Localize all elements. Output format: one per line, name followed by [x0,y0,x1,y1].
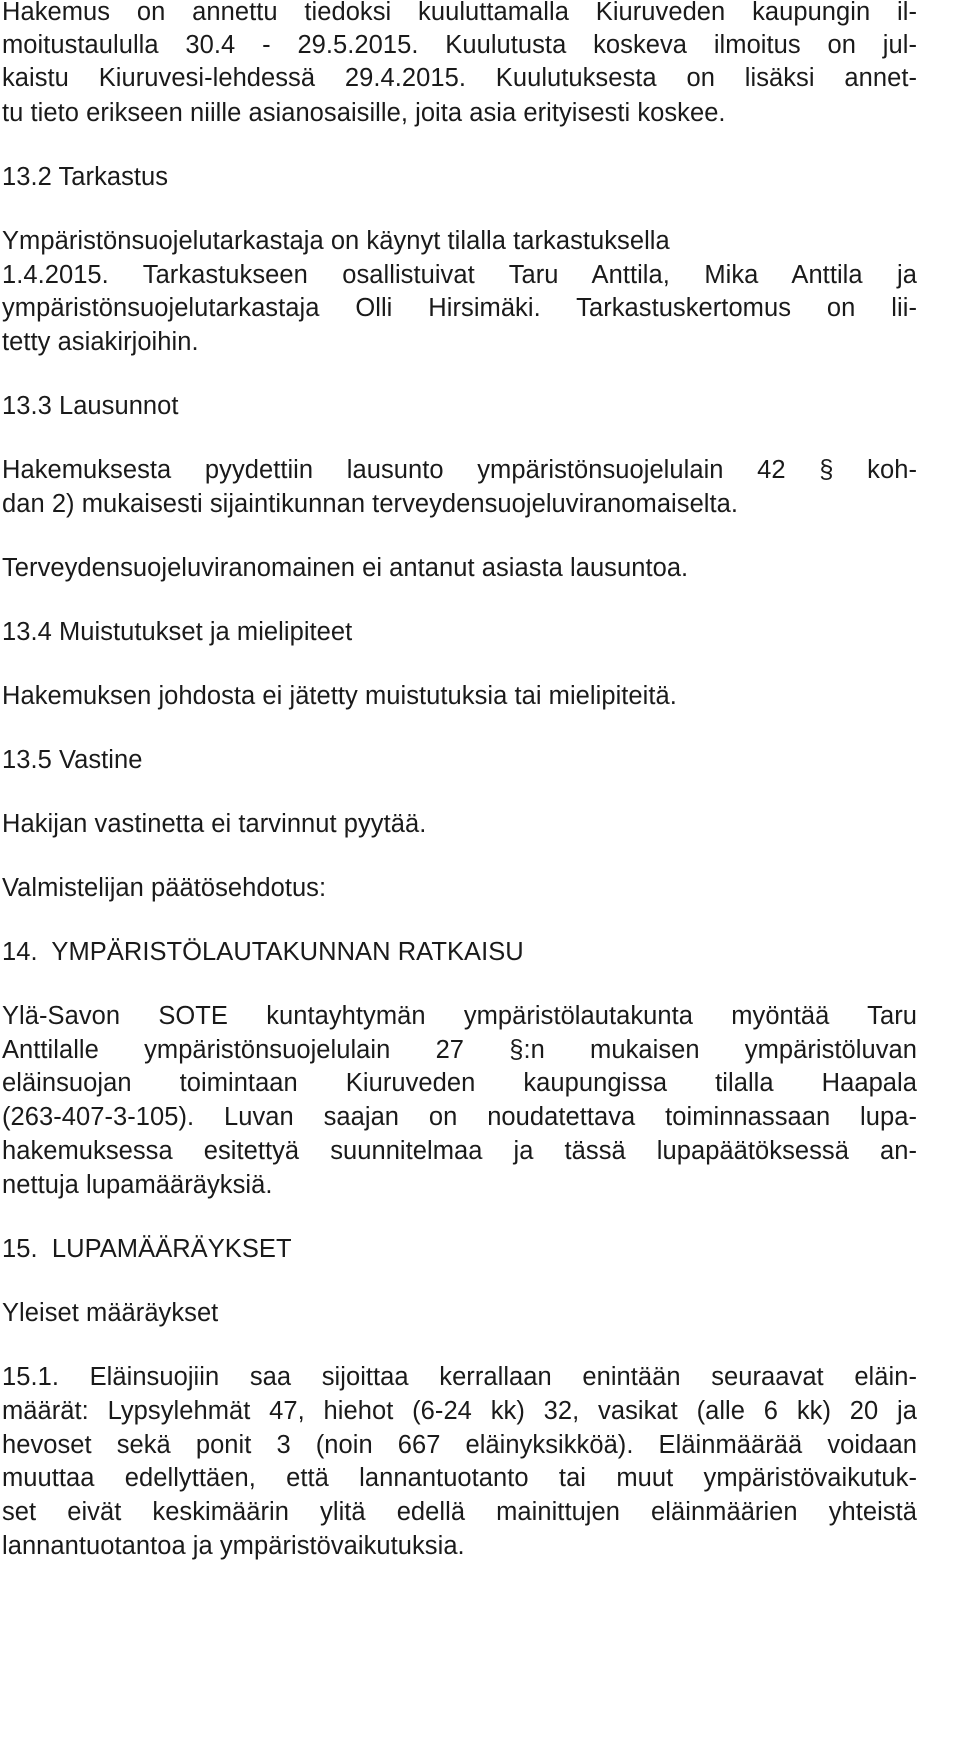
lausunnot-line-1: Hakemuksesta pyydettiin lausunto ympäristönsuojelulain 42 § koh- [2,456,917,484]
notice-line-4: tu tieto erikseen niille asianosaisille, joita asia erityisesti koskee. [2,99,726,127]
muistutukset-paragraph: Hakemuksen johdosta ei jätetty muistutuksia tai mielipiteitä. [2,682,677,710]
heading-15: 15. LUPAMÄÄRÄYKSET [2,1235,292,1263]
tarkastus-line-4: tetty asiakirjoihin. [2,328,199,356]
notice-line-2: moitustaululla 30.4 - 29.5.2015. Kuulutusta koskeva ilmoitus on jul- [2,31,917,59]
heading-14: 14. YMPÄRISTÖLAUTAKUNNAN RATKAISU [2,938,524,966]
ratkaisu-line-3: eläinsuojan toimintaan Kiuruveden kaupungissa tilalla Haapala [2,1069,917,1097]
maarays-15-1-line-3: hevoset sekä ponit 3 (noin 667 eläinyksikköä). Eläinmäärää voidaan [2,1431,917,1459]
terveys-paragraph: Terveydensuojeluviranomainen ei antanut asiasta lausuntoa. [2,554,689,582]
heading-13-3: 13.3 Lausunnot [2,392,179,420]
ratkaisu-line-2: Anttilalle ympäristönsuojelulain 27 §:n mukaisen ympäristöluvan [2,1036,917,1064]
lausunnot-line-2: dan 2) mukaisesti sijaintikunnan terveydensuojeluviranomaiselta. [2,490,739,518]
notice-line-3: kaistu Kiuruvesi-lehdessä 29.4.2015. Kuulutuksesta on lisäksi annet- [2,64,917,92]
tarkastus-line-1: Ympäristönsuojelutarkastaja on käynyt tilalla tarkastuksella [2,227,670,255]
maarays-15-1-line-5: set eivät keskimäärin ylitä edellä mainittujen eläinmäärien yhteistä [2,1498,917,1526]
tarkastus-line-2: 1.4.2015. Tarkastukseen osallistuivat Taru Anttila, Mika Anttila ja [2,261,917,289]
maarays-15-1-line-1: 15.1. Eläinsuojiin saa sijoittaa kerrallaan enintään seuraavat eläin- [2,1363,917,1391]
notice-line-1: Hakemus on annettu tiedoksi kuuluttamalla Kiuruveden kaupungin il- [2,0,917,26]
ratkaisu-line-6: nettuja lupamääräyksiä. [2,1171,273,1199]
ratkaisu-line-4: (263-407-3-105). Luvan saajan on noudatettava toiminnassaan lupa- [2,1103,917,1131]
ratkaisu-line-1: Ylä-Savon SOTE kuntayhtymän ympäristölautakunta myöntää Taru [2,1002,917,1030]
maarays-15-1-line-2: määrät: Lypsylehmät 47, hiehot (6-24 kk) 32, vasikat (alle 6 kk) 20 ja [2,1397,917,1425]
heading-13-5: 13.5 Vastine [2,746,143,774]
heading-13-2: 13.2 Tarkastus [2,163,169,191]
maarays-15-1-line-6: lannantuotantoa ja ympäristövaikutuksia. [2,1532,465,1560]
valmistelija-label: Valmistelijan päätösehdotus: [2,874,327,902]
heading-yleiset-maaraykset: Yleiset määräykset [2,1299,219,1327]
tarkastus-line-3: ympäristönsuojelutarkastaja Olli Hirsimäki. Tarkastuskertomus on lii- [2,294,917,322]
vastine-paragraph: Hakijan vastinetta ei tarvinnut pyytää. [2,810,427,838]
maarays-15-1-line-4: muuttaa edellyttäen, että lannantuotanto tai muut ympäristövaikutuk- [2,1464,917,1492]
heading-13-4: 13.4 Muistutukset ja mielipiteet [2,618,353,646]
ratkaisu-line-5: hakemuksessa esitettyä suunnitelmaa ja tässä lupapäätöksessä an- [2,1137,917,1165]
